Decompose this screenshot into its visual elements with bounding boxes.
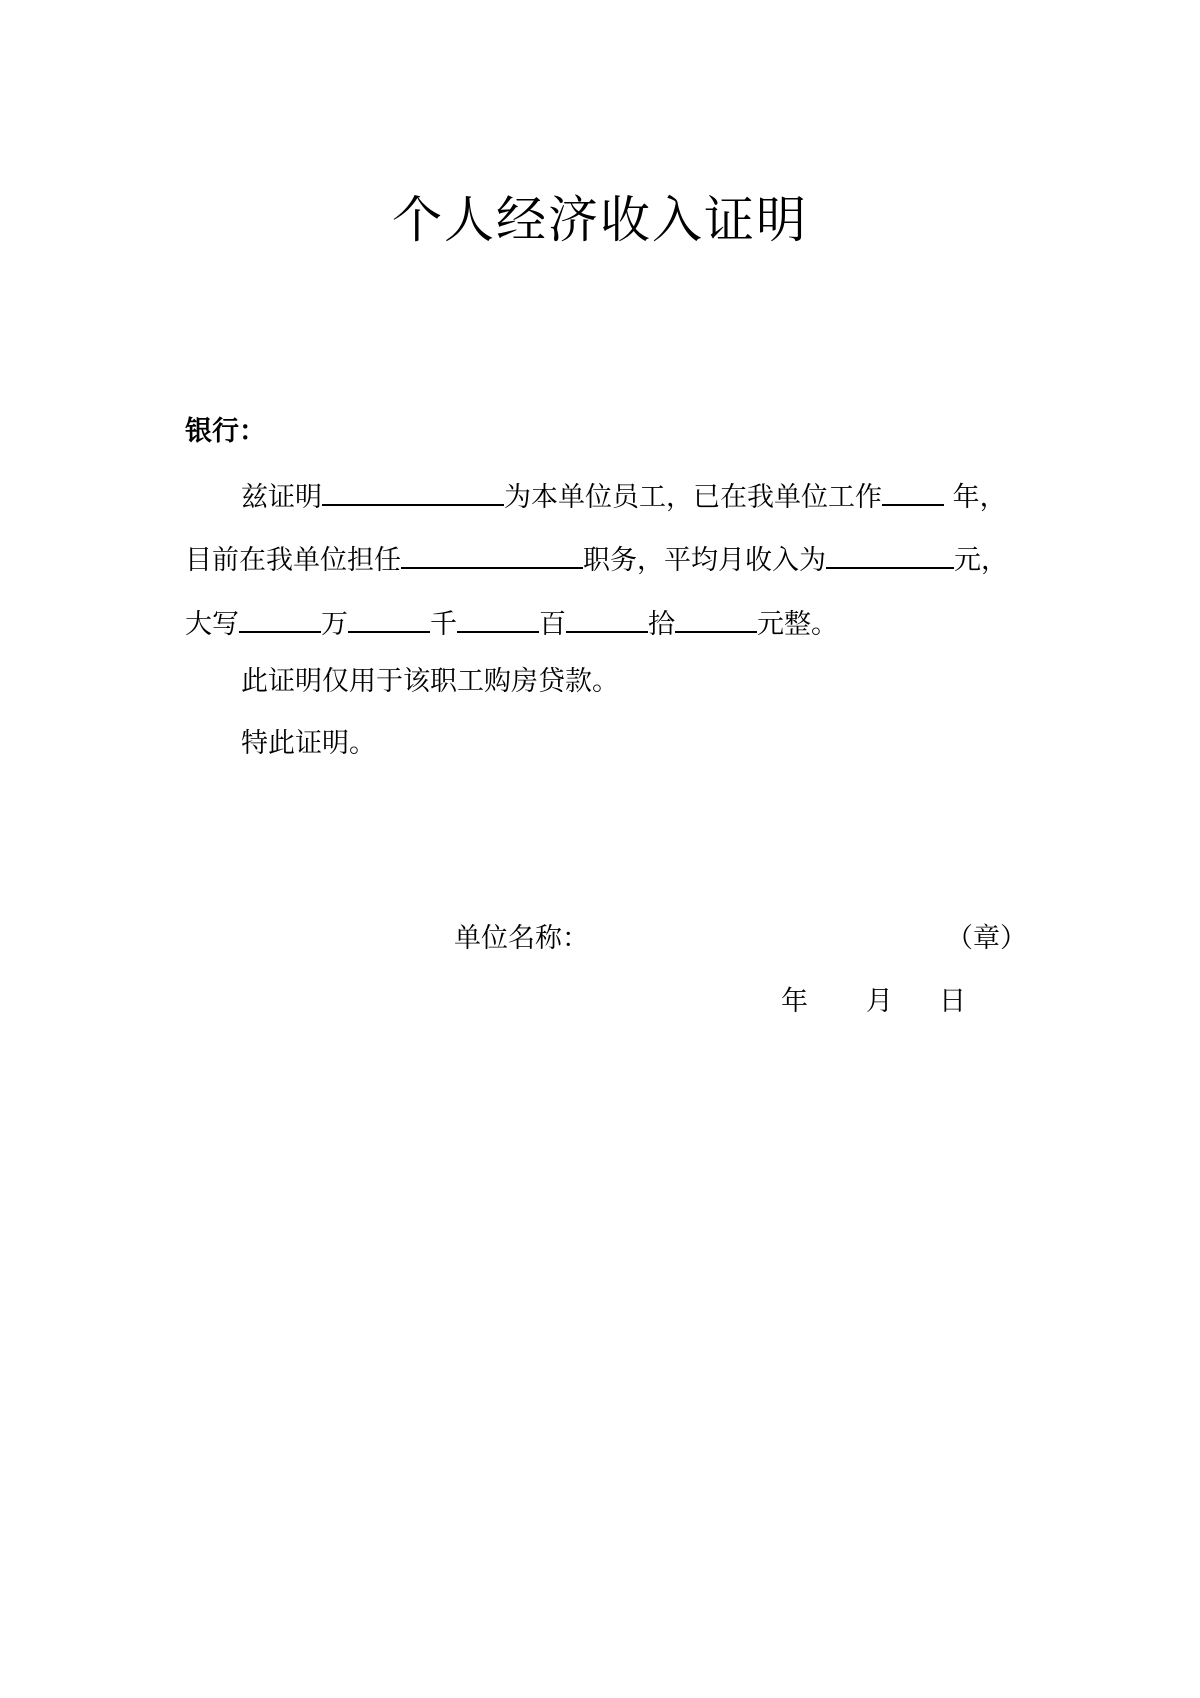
date-year: 年 [781, 986, 808, 1017]
unit-shi: 拾 [648, 609, 675, 640]
line3-prefix: 大写 [185, 609, 239, 640]
position-blank[interactable] [401, 537, 583, 569]
line2-prefix: 目前在我单位担任 [185, 545, 401, 576]
shi-digit-blank[interactable] [566, 601, 648, 633]
unit-wan: 万 [321, 609, 348, 640]
unit-bai: 百 [539, 609, 566, 640]
years-worked-blank[interactable] [882, 474, 944, 506]
line2-mid: 职务，平均月收入为 [583, 545, 826, 576]
date-month: 月 [866, 986, 893, 1017]
date-day: 日 [939, 986, 966, 1017]
unit-yuan: 元整。 [757, 609, 838, 640]
paragraph-line-1 [241, 474, 1007, 514]
line2-suffix: 元， [954, 545, 1008, 576]
paragraph-line-4: 此证明仅用于该职工购房贷款。 [241, 666, 619, 697]
line1-mid: 为本单位员工，已在我单位工作 [504, 482, 882, 513]
salutation: 银行： [185, 416, 266, 447]
employee-name-blank[interactable] [322, 474, 504, 506]
seal-mark: （章） [946, 923, 1027, 954]
unit-qian: 千 [430, 609, 457, 640]
line1-suffix: 年， [944, 482, 1007, 513]
monthly-income-blank[interactable] [826, 537, 954, 569]
wan-digit-blank[interactable] [239, 601, 321, 633]
bai-digit-blank[interactable] [457, 601, 539, 633]
unit-name-label: 单位名称： [454, 923, 589, 954]
line1-prefix: 兹证明 [241, 482, 322, 513]
yuan-digit-blank[interactable] [675, 601, 757, 633]
paragraph-line-3 [185, 601, 838, 641]
document-title: 个人经济收入证明 [392, 191, 808, 249]
paragraph-line-2 [185, 537, 1008, 577]
qian-digit-blank[interactable] [348, 601, 430, 633]
paragraph-line-5: 特此证明。 [241, 728, 376, 759]
